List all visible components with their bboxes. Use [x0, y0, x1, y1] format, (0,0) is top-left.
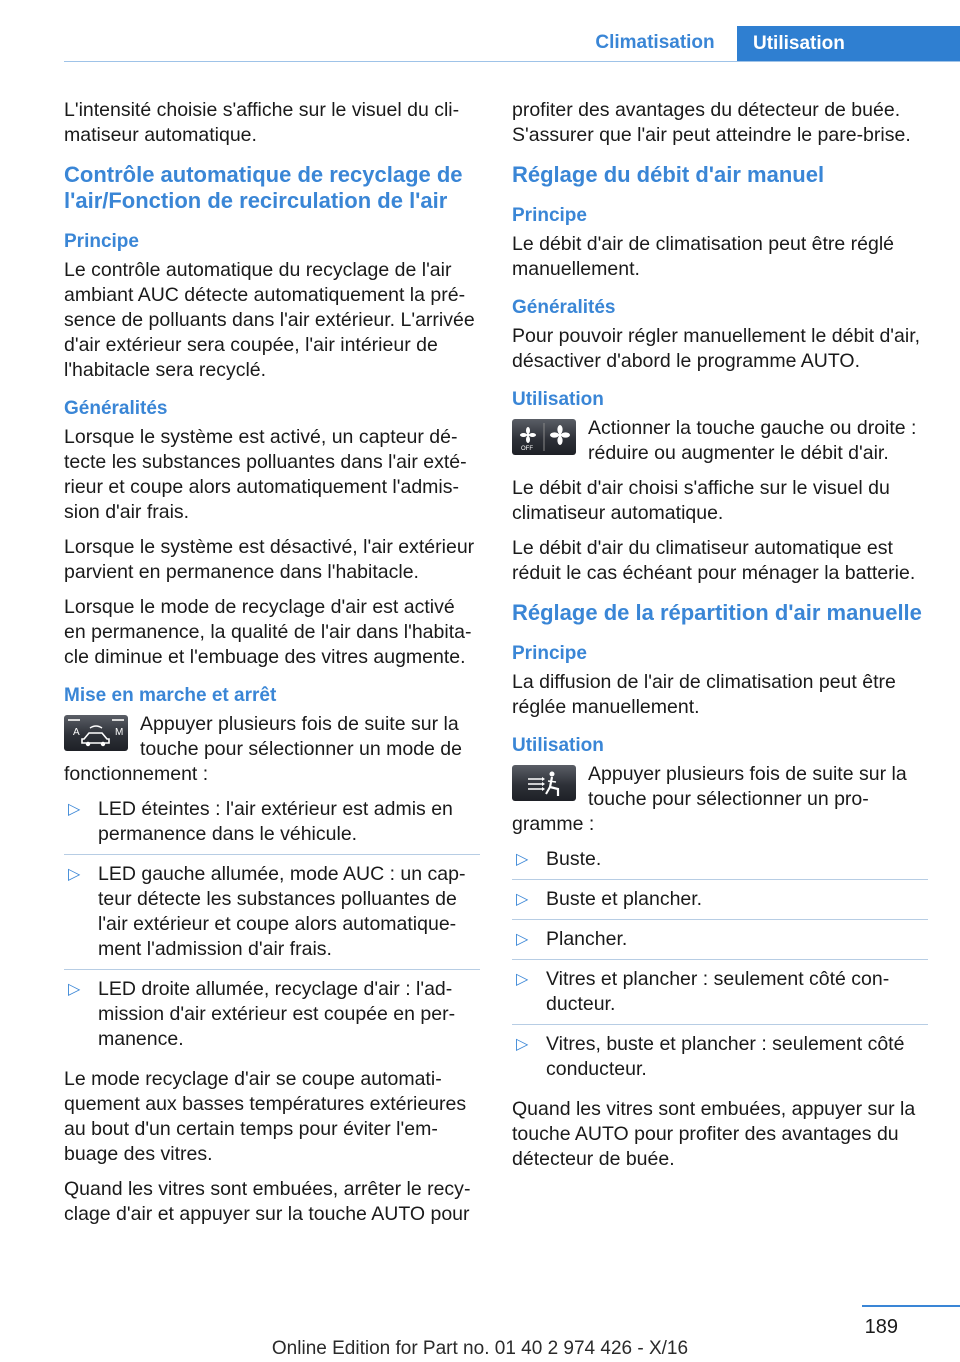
- recirculation-instruction: [64, 712, 480, 787]
- triangle-bullet-icon: ▷: [68, 801, 81, 818]
- distribution-instruction: [512, 762, 928, 837]
- subheading-principe-2: Principe: [512, 643, 587, 664]
- section-tab[interactable]: Climatisation: [595, 32, 715, 53]
- subheading-generalites: Généralités: [64, 398, 168, 419]
- generalites-text-1: Lorsque le système est activé, un capteur détecte les substances polluantes dans l'air extérieur et coupe alors automatiquement l'admission d'air frais.: [64, 426, 467, 523]
- heading-auc: Contrôle automatique de recyclage de l'air/Fonction de recirculation de l'air: [64, 162, 463, 213]
- subheading-principe: Principe: [512, 205, 587, 226]
- triangle-bullet-icon: ▷: [68, 981, 81, 998]
- list-item: ▷ LED droite allumée, recyclage d'air : l'admission d'air extérieur est coupée en permanence.: [68, 978, 456, 1050]
- page-header: [0, 0, 960, 62]
- principe-text: Le débit d'air de climatisation peut être réglé manuellement.: [512, 233, 895, 280]
- outro-text-2: Quand les vitres sont embuées, arrêter le recyclage d'air et appuyer sur la touche AUTO pour: [64, 1178, 471, 1225]
- footer-divider: [862, 1305, 960, 1307]
- intro-text: L'intensité choisie s'affiche sur le visuel du climatiseur automatique.: [64, 99, 460, 146]
- heading-debit-air: Réglage du débit d'air manuel: [512, 162, 825, 187]
- mode-list: [64, 797, 480, 1059]
- list-item: ▷ Buste et plancher.: [512, 887, 928, 920]
- continuation-text: profiter des avantages du détecteur de buée. S'assurer que l'air peut atteindre le pare-brise.: [512, 99, 911, 146]
- button-label-off: OFF: [521, 446, 533, 452]
- chapter-tab[interactable]: Utilisation: [737, 26, 960, 62]
- button-label-m: M: [115, 727, 124, 738]
- generalites-text: Pour pouvoir régler manuellement le débit d'air, désactiver d'abord le programme AUTO.: [512, 325, 921, 372]
- marche-text: Appuyer plusieurs fois de suite sur la touche pour sélectionner un mode de fonctionnement :: [64, 713, 462, 785]
- list-item: ▷ LED gauche allumée, mode AUC : un capteur détecte les substances polluantes de l'air extérieur et coupe alors automatiquement l'admission d'air frais.: [64, 862, 480, 970]
- edition-footer: Online Edition for Part no. 01 40 2 974 426 - X/16: [271, 1338, 689, 1359]
- fan-instruction: [512, 416, 928, 466]
- triangle-bullet-icon: ▷: [516, 1036, 529, 1053]
- air-distribution-button-icon: [512, 765, 576, 801]
- subheading-principe: Principe: [64, 231, 139, 252]
- left-column: [64, 98, 480, 1237]
- triangle-bullet-icon: ▷: [516, 891, 529, 908]
- program-list: [512, 847, 928, 1089]
- generalites-text-3: Lorsque le mode de recyclage d'air est activé en permanence, la qualité de l'air dans l'habitacle diminue et l'embuage des vitres augmente.: [64, 596, 472, 668]
- subheading-utilisation: Utilisation: [512, 389, 604, 410]
- debit-text-2: Le débit d'air du climatiseur automatique est réduit le cas échéant pour ménager la batterie.: [512, 537, 916, 584]
- list-item: ▷ Buste.: [512, 847, 928, 880]
- subheading-generalites: Généralités: [512, 297, 616, 318]
- triangle-bullet-icon: ▷: [516, 851, 529, 868]
- triangle-bullet-icon: ▷: [516, 931, 529, 948]
- right-column: [512, 98, 928, 1182]
- principe-text: Le contrôle automatique du recyclage de l'air ambiant AUC détecte automatiquement la présence de polluants dans l'air extérieur. L'arrivée d'air extérieur sera coupée, l'air intérieur de l'habitacle sera recyclé.: [64, 259, 475, 381]
- subheading-marche-arret: Mise en marche et arrêt: [64, 685, 277, 706]
- principe-text-2: La diffusion de l'air de climatisation peut être réglée manuellement.: [512, 671, 896, 718]
- utilisation-text-2: Appuyer plusieurs fois de suite sur la touche pour sélectionner un programme :: [512, 763, 907, 835]
- list-item: ▷ Plancher.: [512, 927, 928, 960]
- page-number: 189: [864, 1316, 898, 1338]
- debit-text-1: Le débit d'air choisi s'affiche sur le visuel du climatiseur automatique.: [512, 477, 890, 524]
- list-item: ▷ Vitres, buste et plancher : seulement côté conducteur.: [516, 1033, 905, 1080]
- list-item: ▷ LED éteintes : l'air extérieur est admis en permanence dans le véhicule.: [64, 797, 480, 855]
- list-item: ▷ Vitres et plancher : seulement côté conducteur.: [512, 967, 928, 1025]
- generalites-text-2: Lorsque le système est désactivé, l'air extérieur parvient en permanence dans l'habitacle.: [64, 536, 475, 583]
- recirculation-button-icon: [64, 715, 128, 751]
- subheading-utilisation-2: Utilisation: [512, 735, 604, 756]
- final-text: Quand les vitres sont embuées, appuyer sur la touche AUTO pour profiter des avantages du détecteur de buée.: [512, 1098, 916, 1170]
- button-label-a: A: [73, 727, 80, 738]
- utilisation-text: Actionner la touche gauche ou droite : réduire ou augmenter le débit d'air.: [588, 417, 917, 464]
- heading-repartition: Réglage de la répartition d'air manuelle: [512, 600, 922, 625]
- header-divider: [64, 61, 960, 62]
- outro-text-1: Le mode recyclage d'air se coupe automatiquement aux basses températures extérieures au bout d'un certain temps pour éviter l'embuage des vitres.: [64, 1068, 467, 1165]
- triangle-bullet-icon: ▷: [516, 971, 529, 988]
- fan-button-icon: [512, 419, 576, 455]
- triangle-bullet-icon: ▷: [68, 866, 81, 883]
